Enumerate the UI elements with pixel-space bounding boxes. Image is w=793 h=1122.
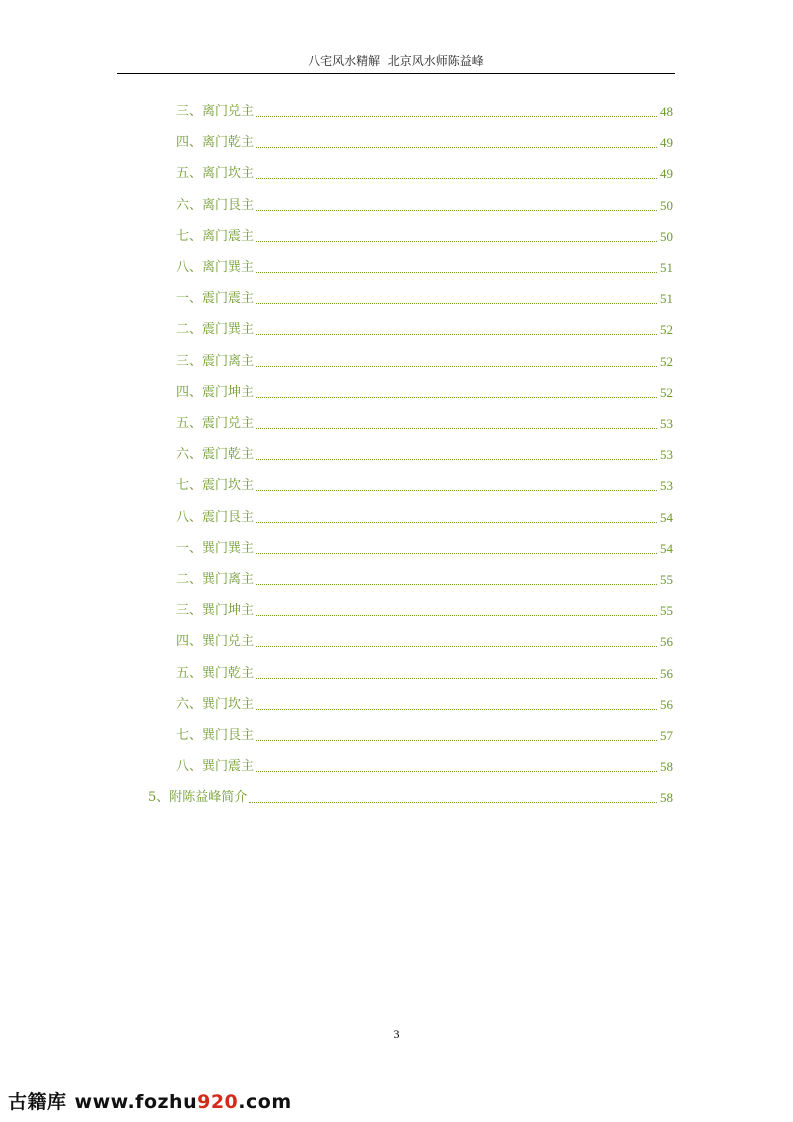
toc-entry-page-number: 50 — [660, 228, 673, 244]
toc-entry[interactable] — [148, 787, 673, 807]
toc-entry-label: 四、巽门兑主 — [176, 634, 255, 650]
toc-entry[interactable] — [176, 631, 673, 651]
toc-entry-page-number: 54 — [660, 509, 673, 525]
toc-entry-page-number: 56 — [660, 696, 673, 712]
toc-entry-page-number: 56 — [660, 634, 673, 650]
toc-entry-page-number: 49 — [660, 135, 673, 151]
watermark-site-suffix: .com — [238, 1091, 292, 1113]
toc-dot-leader — [256, 334, 657, 335]
watermark-site-prefix: www.fozhu — [74, 1091, 198, 1113]
toc-entry[interactable] — [176, 444, 673, 464]
toc-dot-leader — [256, 646, 657, 647]
toc-dot-leader — [256, 178, 657, 179]
toc-entry-label: 八、震门艮主 — [176, 509, 255, 525]
toc-dot-leader — [256, 615, 657, 616]
toc-entry-page-number: 51 — [660, 260, 673, 275]
toc-entry-page-number: 57 — [660, 728, 673, 743]
toc-entry-label: 一、巽门巽主 — [176, 540, 255, 556]
toc-entry[interactable] — [176, 507, 673, 527]
toc-entry[interactable] — [176, 288, 673, 308]
toc-dot-leader — [256, 740, 657, 741]
toc-entry[interactable] — [176, 663, 673, 683]
toc-entry-label: 六、巽门坎主 — [176, 696, 255, 712]
toc-entry[interactable] — [176, 413, 673, 433]
toc-entry-label: 一、震门震主 — [176, 291, 255, 307]
toc-entry-label: 七、离门震主 — [176, 228, 255, 244]
toc-entry-page-number: 50 — [660, 197, 673, 213]
toc-entry-label: 六、离门艮主 — [176, 197, 255, 213]
toc-entry[interactable] — [176, 319, 673, 339]
toc-entry[interactable] — [176, 382, 673, 402]
toc-entry-label: 八、巽门震主 — [176, 759, 255, 775]
watermark-brand: 古籍库 — [8, 1091, 67, 1113]
toc-entry-page-number: 55 — [660, 572, 673, 587]
toc-entry-page-number: 55 — [660, 603, 673, 619]
watermark-site-number: 920 — [197, 1091, 239, 1113]
toc-dot-leader — [256, 303, 657, 304]
toc-entry-page-number: 52 — [660, 353, 673, 369]
toc-entry-label: 五、离门坎主 — [176, 166, 255, 182]
toc-entry-label: 二、震门巽主 — [176, 322, 255, 338]
toc-dot-leader — [256, 490, 657, 491]
toc-dot-leader — [256, 428, 657, 429]
toc-dot-leader — [256, 771, 657, 772]
toc-entry-page-number: 52 — [660, 322, 673, 338]
toc-entry[interactable] — [176, 600, 673, 620]
toc-entry-label: 六、震门乾主 — [176, 447, 255, 463]
page-number: 3 — [393, 1027, 400, 1041]
toc-entry-page-number: 51 — [660, 291, 673, 307]
toc-entry-label: 五、震门兑主 — [176, 416, 255, 431]
toc-entry-page-number: 52 — [660, 384, 673, 400]
toc-entry-label: 五、巽门乾主 — [176, 665, 255, 681]
toc-dot-leader — [256, 116, 657, 117]
toc-entry-page-number: 58 — [660, 790, 673, 806]
toc-dot-leader — [256, 553, 657, 554]
toc-entry[interactable] — [176, 163, 673, 183]
toc-entry[interactable] — [176, 195, 673, 215]
toc-entry[interactable] — [176, 725, 673, 745]
toc-entry-label: 四、离门乾主 — [176, 135, 255, 151]
toc-entry-label: 5、附陈益峰简介 — [148, 790, 248, 806]
toc-entry[interactable] — [176, 257, 673, 277]
toc-entry-label: 三、离门兑主 — [176, 104, 255, 119]
toc-entry-label: 二、巽门离主 — [176, 572, 255, 587]
toc-dot-leader — [256, 397, 657, 398]
toc-dot-leader — [256, 241, 657, 242]
toc-entry-label: 四、震门坤主 — [176, 384, 255, 400]
toc-entry[interactable] — [176, 694, 673, 714]
toc-entry-label: 三、巽门坤主 — [176, 603, 255, 619]
toc-entry[interactable] — [176, 132, 673, 152]
toc-entry-page-number: 58 — [660, 759, 673, 775]
toc-dot-leader — [256, 522, 657, 523]
toc-entry[interactable] — [176, 756, 673, 776]
toc-entry-page-number: 56 — [660, 665, 673, 681]
toc-entry-page-number: 53 — [660, 447, 673, 463]
toc-dot-leader — [256, 584, 657, 585]
toc-entry-label: 八、离门巽主 — [176, 260, 255, 275]
toc-entry[interactable] — [176, 351, 673, 371]
toc-dot-leader — [256, 210, 657, 211]
toc-dot-leader — [249, 802, 657, 803]
toc-entry-page-number: 54 — [660, 540, 673, 556]
toc-dot-leader — [256, 147, 657, 148]
toc-entry-label: 七、震门坎主 — [176, 478, 255, 494]
toc-entry[interactable] — [176, 226, 673, 246]
toc-dot-leader — [256, 366, 657, 367]
watermark — [8, 1087, 292, 1114]
toc-entry-label: 三、震门离主 — [176, 353, 255, 369]
toc-entry[interactable] — [176, 538, 673, 558]
toc-entry-page-number: 48 — [660, 104, 673, 119]
toc-dot-leader — [256, 272, 657, 273]
toc-entry[interactable] — [176, 475, 673, 495]
toc-dot-leader — [256, 678, 657, 679]
toc-entry[interactable] — [176, 569, 673, 589]
toc-entry-label: 七、巽门艮主 — [176, 728, 255, 743]
toc-dot-leader — [256, 459, 657, 460]
toc-entry[interactable] — [176, 101, 673, 121]
toc-dot-leader — [256, 709, 657, 710]
toc-entry-page-number: 49 — [660, 166, 673, 182]
toc-entry-page-number: 53 — [660, 478, 673, 494]
toc-entry-page-number: 53 — [660, 416, 673, 431]
page-header: 八宅风水精解 北京风水师陈益峰 — [308, 54, 484, 68]
header-divider — [117, 73, 675, 74]
